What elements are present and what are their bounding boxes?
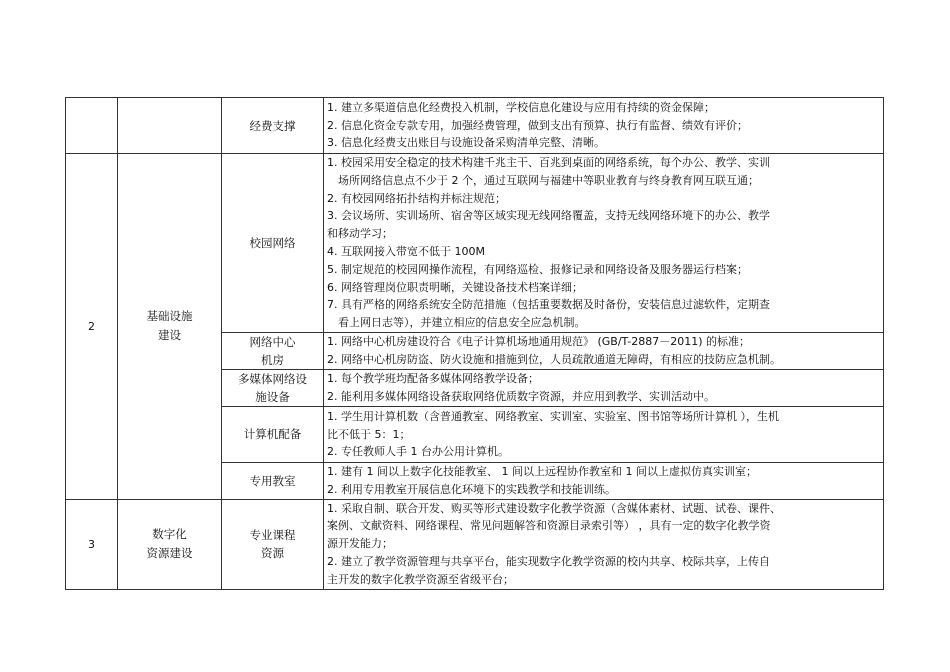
requirement-line: 2. 信息化资金专款专用，加强经费管理，做到支出有预算、执行有监督、绩效有评价； xyxy=(327,118,748,132)
subcategory-cell: 计算机配备 xyxy=(222,406,324,462)
requirements-cell xyxy=(324,332,884,369)
requirement-line: 3. 会议场所、实训场所、宿舍等区域实现无线网络覆盖，支持无线网络环境下的办公、教学 xyxy=(327,209,770,223)
requirement-line: 案例、文献资料、网络课程、常见问题解答和资源目录索引等） ，具有一定的数字化教学资 xyxy=(327,519,771,533)
row-number: 2 xyxy=(66,154,118,500)
subcategory-cell: 专用教室 xyxy=(222,462,324,499)
requirement-line: 1. 学生用计算机数（含普通教室、网络教室、实训室、实验室、图书馆等场所计算机 ），生机 xyxy=(327,409,779,423)
row-number xyxy=(66,98,118,154)
requirements-cell xyxy=(324,499,884,589)
subcategory-cell: 多媒体网络设 施设备 xyxy=(222,369,324,406)
standards-table xyxy=(65,97,884,590)
requirements-cell xyxy=(324,369,884,406)
row-number: 3 xyxy=(66,499,118,589)
requirements-cell xyxy=(324,406,884,462)
category-cell xyxy=(118,98,222,154)
requirement-line: 1. 网络中心机房建设符合《电子计算机场地通用规范》 (GB/T-2887－2011) 的标准； xyxy=(327,335,751,349)
requirement-line: 4. 互联网接入带宽不低于 100M xyxy=(327,244,485,258)
table-row xyxy=(66,98,884,154)
requirements-cell xyxy=(324,98,884,154)
requirements-cell xyxy=(324,462,884,499)
category-cell: 数字化 资源建设 xyxy=(118,499,222,589)
requirement-line: 场所网络信息点不少于 2 个，通过互联网与福建中等职业教育与终身教育网互联互通； xyxy=(338,173,759,187)
requirement-line: 1. 采取自制、联合开发、购买等形式建设数字化教学资源（含媒体素材、试题、试卷、课件、 xyxy=(327,501,781,515)
requirement-line: 2. 利用专用教室开展信息化环境下的实践教学和技能训练。 xyxy=(327,482,616,496)
requirement-line: 5. 制定规范的校园网操作流程，有网络巡检、报修记录和网络设备及服务器运行档案； xyxy=(327,262,748,276)
requirement-line: 2. 有校园网络拓扑结构并标注规范； xyxy=(327,191,506,205)
requirement-line: 2. 建立了教学资源管理与共享平台，能实现数字化教学资源的校内共享、校际共享，上传自 xyxy=(327,554,770,568)
requirement-line: 2. 网络中心机房防盗、防火设施和措施到位，人员疏散通道无障碍，有相应的技防应急机制。 xyxy=(327,352,781,366)
requirement-line: 6. 网络管理岗位职责明晰，关键设备技术档案详细； xyxy=(327,280,583,294)
requirement-line: 1. 校园采用安全稳定的技术构建千兆主干、百兆到桌面的网络系统，每个办公、教学、实训 xyxy=(327,156,770,169)
subcategory-cell: 专业课程 资源 xyxy=(222,499,324,589)
requirement-line: 3. 信息化经费支出账目与设施设备采购清单完整、清晰。 xyxy=(327,136,605,150)
table-row xyxy=(66,499,884,589)
subcategory-cell: 网络中心 机房 xyxy=(222,332,324,369)
requirement-line: 1. 建有 1 间以上数字化技能教室、 1 间以上远程协作教室和 1 间以上虚拟仿真实训室； xyxy=(327,464,757,478)
requirement-line: 主开发的数字化教学资源至省级平台； xyxy=(327,572,514,586)
table-row xyxy=(66,154,884,333)
requirement-line: 2. 能利用多媒体网络设备获取网络优质数字资源，并应用到教学、实训活动中。 xyxy=(327,389,715,403)
requirement-line: 源开发能力； xyxy=(327,537,393,551)
subcategory-cell: 经费支撑 xyxy=(222,98,324,154)
requirement-line: 和移动学习； xyxy=(327,227,393,241)
category-cell: 基础设施 建设 xyxy=(118,154,222,500)
requirement-line: 2. 专任教师人手 1 台办公用计算机。 xyxy=(327,445,509,459)
requirement-line: 看上网日志等），并建立相应的信息安全应急机制。 xyxy=(338,316,586,330)
requirement-line: 7. 具有严格的网络系统安全防范措施（包括重要数据及时备份，安装信息过滤软件，定期查 xyxy=(327,298,770,312)
subcategory-cell: 校园网络 xyxy=(222,154,324,333)
requirement-line: 1. 建立多渠道信息化经费投入机制，学校信息化建设与应用有持续的资金保障； xyxy=(327,100,715,114)
requirements-cell xyxy=(324,154,884,333)
requirement-line: 比不低于 5：1； xyxy=(327,427,411,441)
requirement-line: 1. 每个教学班均配备多媒体网络教学设备； xyxy=(327,372,539,386)
